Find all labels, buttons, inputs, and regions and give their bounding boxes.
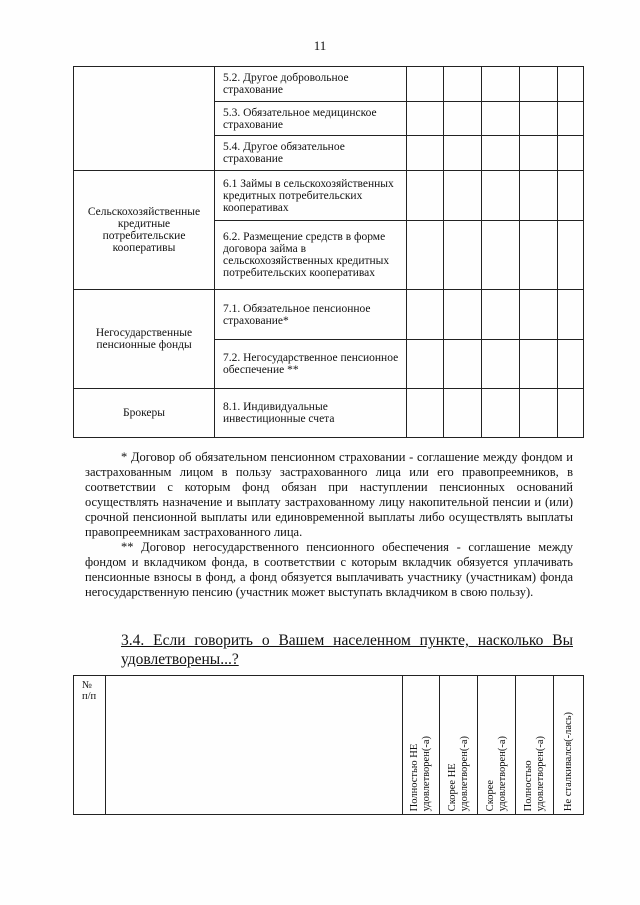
answer-cell[interactable] [444, 340, 482, 389]
footnote-2: ** Договор негосударственного пенсионного обеспечения - соглашение между фондом и вкладчиком фонда, в соответствии с которым вкладчик обязуется уплачивать пенсионные взносы в фонд, а фонд обязуется выплачивать участнику (участникам) фонда негосударственную пенсию (участник может выступать вкладчиком в свою пользу). [85, 540, 573, 599]
category-cell: Сельскохозяйственные кредитные потребительские кооперативы [74, 171, 215, 290]
answer-cell[interactable] [407, 136, 444, 171]
answer-cell[interactable] [444, 290, 482, 340]
answer-cell[interactable] [482, 340, 520, 389]
answer-cell[interactable] [444, 389, 482, 438]
answer-cell[interactable] [558, 171, 584, 221]
answer-cell[interactable] [482, 221, 520, 290]
column-header-label: Не сталкивался(-лась) [562, 711, 574, 811]
answer-cell[interactable] [407, 67, 444, 102]
column-header [440, 676, 478, 815]
answer-cell[interactable] [520, 340, 558, 389]
subcategory-cell: 6.2. Размещение средств в форме договора займа в сельскохозяйственных кредитных потребительских кооперативах [215, 221, 407, 290]
answer-cell[interactable] [407, 290, 444, 340]
column-header [554, 676, 584, 815]
answer-cell[interactable] [520, 102, 558, 136]
answer-cell[interactable] [444, 102, 482, 136]
category-cell: Брокеры [74, 389, 215, 438]
answer-cell[interactable] [520, 67, 558, 102]
page-number: 11 [313, 38, 327, 53]
answer-cell[interactable] [482, 389, 520, 438]
answer-cell[interactable] [558, 67, 584, 102]
row-number-header [74, 676, 106, 815]
answer-cell[interactable] [482, 290, 520, 340]
answer-cell[interactable] [482, 67, 520, 102]
answer-cell[interactable] [558, 221, 584, 290]
subcategory-cell: 6.1 Займы в сельскохозяйственных кредитных потребительских кооперативах [215, 171, 407, 221]
row-number-label: № п/п [82, 680, 97, 702]
subcategory-cell: 8.1. Индивидуальные инвестиционные счета [215, 389, 407, 438]
column-header-label: Скорее НЕ удовлетворен(-а) [446, 735, 470, 811]
answer-cell[interactable] [407, 102, 444, 136]
answer-cell[interactable] [444, 171, 482, 221]
subcategory-cell: 5.2. Другое добровольное страхование [215, 67, 407, 102]
answer-cell[interactable] [482, 102, 520, 136]
question-title-text: 3.4. Если говорить о Вашем населенном пункте, насколько Вы удовлетворены...? [121, 632, 573, 668]
answer-cell[interactable] [407, 221, 444, 290]
column-header-label: Полностью НЕ удовлетворен(-а) [409, 735, 432, 811]
category-cell: Негосударственные пенсионные фонды [74, 290, 215, 389]
answer-cell[interactable] [482, 171, 520, 221]
column-header-label: Полностью удовлетворен(-а) [522, 735, 546, 811]
answer-cell[interactable] [520, 136, 558, 171]
answer-cell[interactable] [520, 389, 558, 438]
subcategory-cell: 7.1. Обязательное пенсионное страхование* [215, 290, 407, 340]
answer-cell[interactable] [520, 171, 558, 221]
column-header [403, 676, 440, 815]
answer-cell[interactable] [520, 221, 558, 290]
answer-cell[interactable] [558, 102, 584, 136]
answer-cell[interactable] [558, 136, 584, 171]
footnotes [85, 450, 573, 600]
category-cell [74, 67, 215, 171]
answer-cell[interactable] [407, 389, 444, 438]
item-header-cell [106, 676, 403, 815]
subcategory-cell: 5.3. Обязательное медицинское страхование [215, 102, 407, 136]
answer-cell[interactable] [558, 389, 584, 438]
answer-cell[interactable] [444, 136, 482, 171]
column-header [478, 676, 516, 815]
column-header [516, 676, 554, 815]
answer-cell[interactable] [558, 290, 584, 340]
answer-cell[interactable] [444, 67, 482, 102]
services-table [73, 66, 584, 438]
satisfaction-table [73, 675, 584, 815]
subcategory-cell: 5.4. Другое обязательное страхование [215, 136, 407, 171]
question-title [121, 631, 573, 669]
column-header-label: Скорее удовлетворен(-а) [484, 735, 508, 811]
footnote-1: * Договор об обязательном пенсионном страховании - соглашение между фондом и застрахованным лицом в пользу застрахованного лица или его правопреемников, в соответствии с которым фонд обязан при наступлении пенсионных оснований осуществлять назначение и выплату застрахованному лицу накопительной пенсии и (или) срочной пенсионной выплаты или единовременной выплаты либо осуществлять выплаты правопреемникам застрахованного лица. [85, 450, 573, 539]
answer-cell[interactable] [444, 221, 482, 290]
answer-cell[interactable] [482, 136, 520, 171]
answer-cell[interactable] [558, 340, 584, 389]
answer-cell[interactable] [407, 340, 444, 389]
answer-cell[interactable] [407, 171, 444, 221]
subcategory-cell: 7.2. Негосударственное пенсионное обеспечение ** [215, 340, 407, 389]
answer-cell[interactable] [520, 290, 558, 340]
